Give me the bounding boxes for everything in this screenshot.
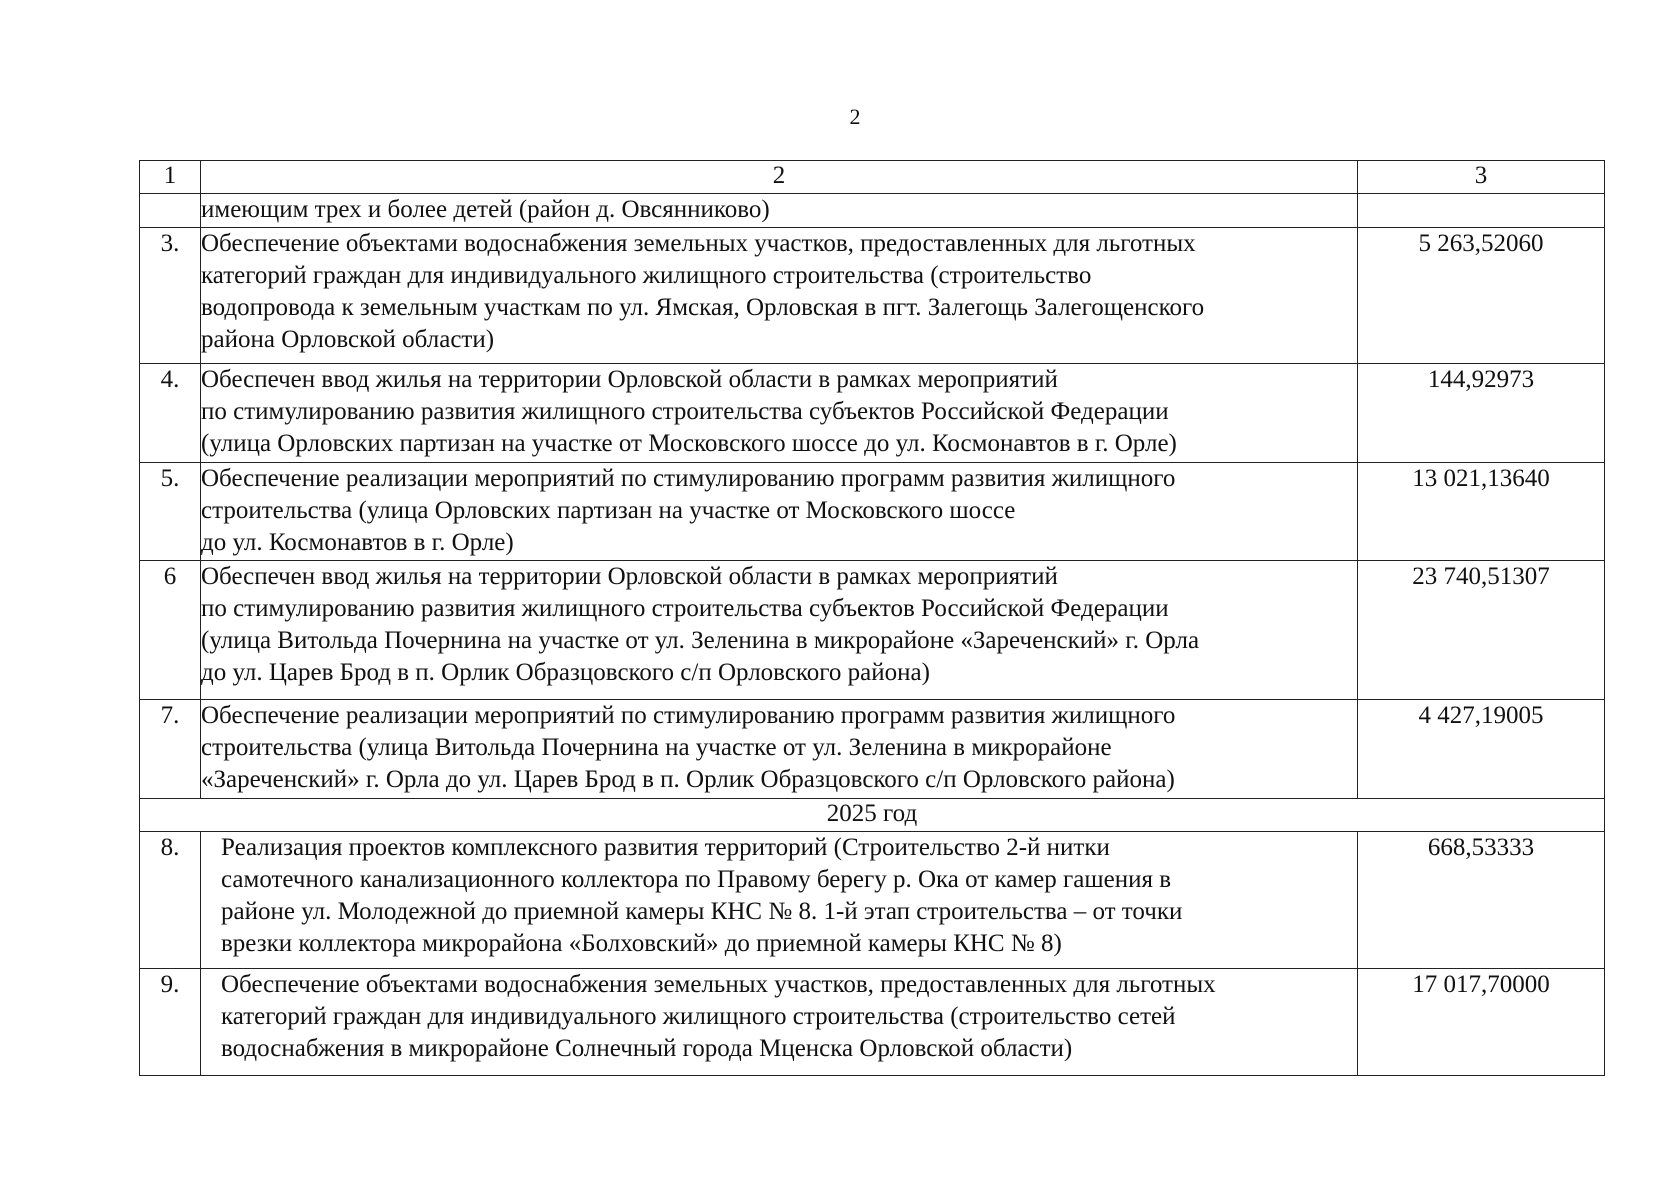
description-line: имеющим трех и более детей (район д. Овсянниково) [201,196,770,223]
row-number: 5. [140,463,201,561]
header-col-3: 3 [1358,161,1605,194]
description-line: водоснабжения в микрорайоне Солнечный города Мценска Орловской области) [221,1035,1073,1062]
row-description [201,561,1358,700]
row-description [201,228,1358,364]
row-value: 13 021,13640 [1358,463,1605,561]
table-row [140,561,1605,700]
row-number: 4. [140,364,201,463]
row-number: 9. [140,969,201,1076]
description-line: самотечного канализационного коллектора по Правому берегу р. Ока от камер гашения в [221,866,1171,893]
description-line: (улица Витольда Почернина на участке от ул. Зеленина в микрорайоне «Зареченский» г. Орла [201,627,1200,654]
header-col-2: 2 [201,161,1358,194]
row-description [201,194,1358,228]
row-description [201,700,1358,799]
budget-table [139,160,1605,1076]
row-number [140,194,201,228]
row-value: 144,92973 [1358,364,1605,463]
description-line: врезки коллектора микрорайона «Болховский» до приемной камеры КНС № 8) [221,930,1062,957]
header-col-1: 1 [140,161,201,194]
description-line: строительства (улица Витольда Почернина на участке от ул. Зеленина в микрорайоне [201,734,1112,761]
description-line: районе ул. Молодежной до приемной камеры КНС № 8. 1-й этап строительства – от точки [221,898,1183,925]
table-row [140,463,1605,561]
description-line: по стимулированию развития жилищного строительства субъектов Российской Федерации [201,595,1169,622]
description-line: Обеспечение реализации мероприятий по стимулированию программ развития жилищного [201,465,1176,492]
row-number: 6 [140,561,201,700]
table-row-continuation [140,194,1605,228]
row-number: 7. [140,700,201,799]
description-line: категорий граждан для индивидуального жилищного строительства (строительство [201,262,1092,289]
description-line: Обеспечение объектами водоснабжения земельных участков, предоставленных для льготных [221,971,1216,998]
table-row [140,700,1605,799]
row-description [201,463,1358,561]
description-line: Обеспечен ввод жилья на территории Орловской области в рамках мероприятий [201,563,1058,590]
row-number: 3. [140,228,201,364]
row-value: 17 017,70000 [1358,969,1605,1076]
description-line: по стимулированию развития жилищного строительства субъектов Российской Федерации [201,398,1169,425]
table-row [140,969,1605,1076]
description-line: Обеспечение объектами водоснабжения земельных участков, предоставленных для льготных [201,230,1196,257]
description-line: «Зареченский» г. Орла до ул. Царев Брод в п. Орлик Образцовского с/п Орловского района) [201,766,1175,793]
row-value: 668,53333 [1358,832,1605,969]
description-line: Реализация проектов комплексного развития территорий (Строительство 2-й нитки [221,834,1110,861]
row-number: 8. [140,832,201,969]
table-header-row [140,161,1605,194]
row-description [201,832,1358,969]
description-line: категорий граждан для индивидуального жилищного строительства (строительство сетей [221,1003,1176,1030]
row-value [1358,194,1605,228]
description-line: (улица Орловских партизан на участке от Московского шоссе до ул. Космонавтов в г. Орле) [201,430,1177,457]
description-line: Обеспечение реализации мероприятий по стимулированию программ развития жилищного [201,702,1176,729]
description-line: Обеспечен ввод жилья на территории Орловской области в рамках мероприятий [201,366,1058,393]
description-line: района Орловской области) [201,326,495,353]
description-line: до ул. Космонавтов в г. Орле) [201,529,514,556]
year-label: 2025 год [140,799,1605,832]
row-value: 23 740,51307 [1358,561,1605,700]
description-line: водопровода к земельным участкам по ул. Ямская, Орловская в пгт. Залегощь Залегощенского [201,294,1205,321]
row-description [201,364,1358,463]
table-row [140,228,1605,364]
table-row [140,364,1605,463]
page-number: 2 [849,104,861,129]
row-value: 5 263,52060 [1358,228,1605,364]
row-description [201,969,1358,1076]
table-row [140,832,1605,969]
year-section-row [140,799,1605,832]
row-value: 4 427,19005 [1358,700,1605,799]
description-line: до ул. Царев Брод в п. Орлик Образцовского с/п Орловского района) [201,659,930,686]
description-line: строительства (улица Орловских партизан на участке от Московского шоссе [201,497,1016,524]
